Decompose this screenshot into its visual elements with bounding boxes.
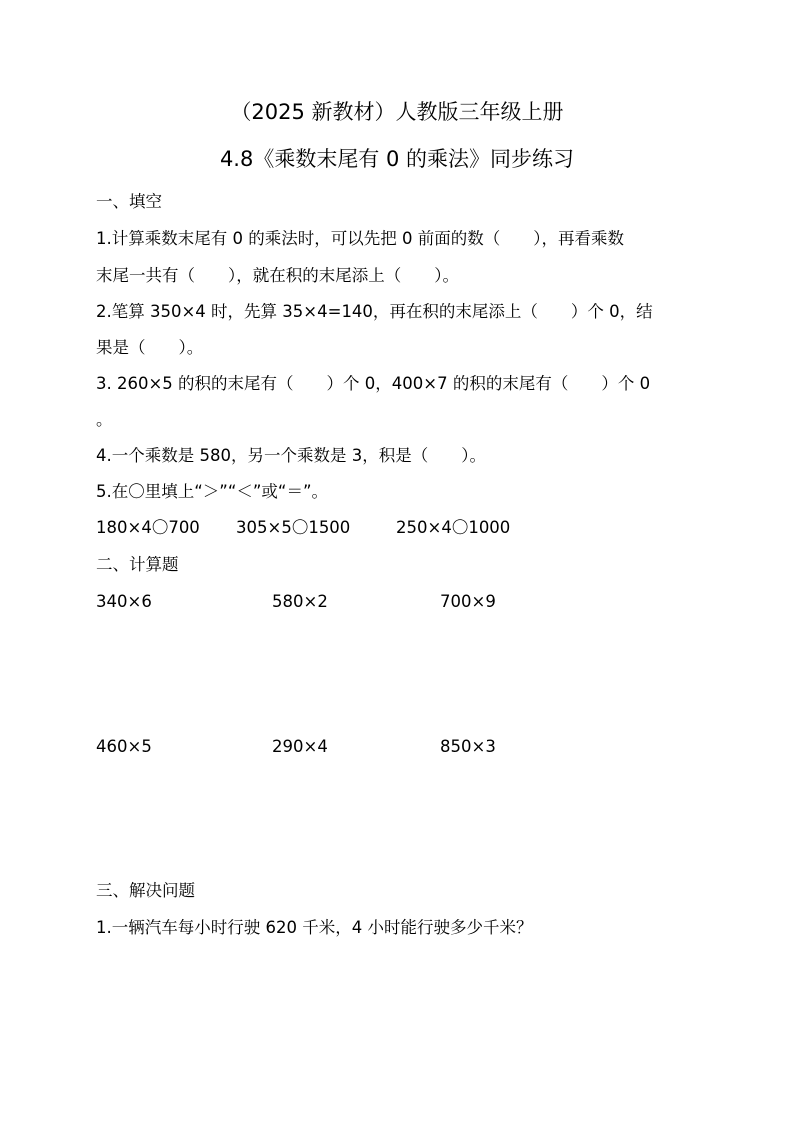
- worksheet-title: （2025 新教材）人教版三年级上册: [230, 100, 564, 124]
- calc-item-5: 290×4: [272, 737, 328, 756]
- question-3-line-1: 3. 260×5 的积的末尾有（ ）个 0，400×7 的积的末尾有（ ）个 0: [96, 374, 651, 393]
- calc-item-6: 850×3: [440, 737, 496, 756]
- worksheet-subtitle: 4.8《乘数末尾有 0 的乘法》同步练习: [219, 147, 575, 171]
- problem-1: 1.一辆汽车每小时行驶 620 千米，4 小时能行驶多少千米？: [96, 918, 533, 937]
- section-heading-fill-blank: 一、填空: [96, 192, 162, 211]
- calc-item-2: 580×2: [272, 592, 328, 611]
- compare-item-2: 305×5〇1500: [236, 518, 351, 537]
- section-heading-problem-solving: 三、解决问题: [96, 881, 195, 900]
- question-5: 5.在〇里填上“＞”“＜”或“＝”。: [96, 482, 329, 501]
- calc-item-1: 340×6: [96, 592, 152, 611]
- calc-item-4: 460×5: [96, 737, 152, 756]
- question-4: 4.一个乘数是 580，另一个乘数是 3，积是（ ）。: [96, 446, 486, 465]
- question-2-line-1: 2.笔算 350×4 时，先算 35×4=140，再在积的末尾添上（ ）个 0，结: [96, 302, 653, 321]
- question-1-line-1: 1.计算乘数末尾有 0 的乘法时，可以先把 0 前面的数（ ），再看乘数: [96, 229, 624, 248]
- question-3-line-2: 。: [96, 410, 113, 429]
- question-1-line-2: 末尾一共有（ ），就在积的末尾添上（ ）。: [96, 266, 459, 285]
- compare-item-3: 250×4〇1000: [396, 518, 511, 537]
- compare-item-1: 180×4〇700: [96, 518, 200, 537]
- question-2-line-2: 果是（ ）。: [96, 338, 204, 357]
- section-heading-calculation: 二、计算题: [96, 555, 179, 574]
- calc-item-3: 700×9: [440, 592, 496, 611]
